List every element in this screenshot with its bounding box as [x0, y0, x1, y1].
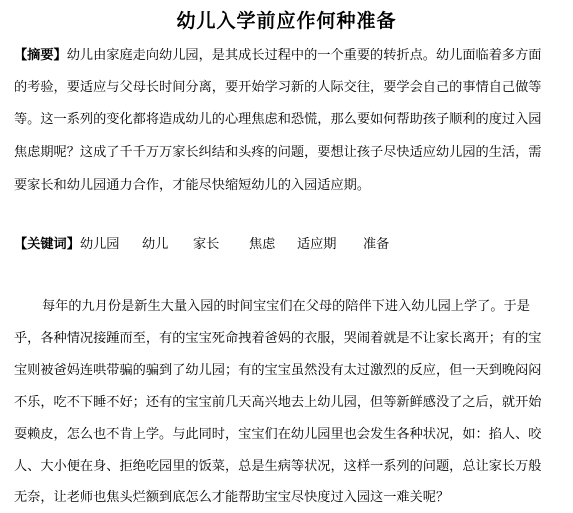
body-line-5: 耍赖皮，怎么也不肯上学。与此同时，宝宝们在幼儿园里也会发生各种状况，如：掐人、咬: [14, 427, 542, 442]
abstract-line-2: 的考验，要适应与父母长时间分离，要开始学习新的人际交往，要学会自己的事情自己做等: [14, 80, 542, 95]
body-line-7: 无奈，让老师也焦头烂额到底怎么才能帮助宝宝尽快度过入园这一难关呢？: [14, 490, 450, 505]
keyword: 准备: [362, 237, 390, 252]
abstract-text-1: 幼儿由家庭走向幼儿园，是其成长过程中的一个重要的转折点。幼儿面临着多方面: [66, 48, 542, 63]
abstract-line-1: [14, 46, 566, 65]
body-line-3: 宝则被爸妈连哄带骗的骗到了幼儿园；有的宝宝虽然没有太过激烈的反应，但一天到晚闷闷: [14, 363, 542, 378]
body-line-2: 乎，各种情况接踵而至，有的宝宝死命拽着爸妈的衣服，哭闹着就是不让家长离开；有的宝: [14, 331, 542, 346]
abstract-line-4: 焦虑期呢？这成了千千万万家长纠结和头疼的问题，要想让孩子尽快适应幼儿园的生活，需: [14, 145, 542, 160]
keyword: 焦虑: [248, 237, 276, 252]
document-title: 幼儿入学前应作何种准备: [176, 10, 397, 32]
abstract-label: 【摘要】: [14, 48, 67, 63]
body-line-1: 每年的九月份是新生大量入园的时间宝宝们在父母的陪伴下进入幼儿园上学了。于是: [42, 299, 530, 314]
keyword: 幼儿: [141, 237, 169, 252]
keyword: 幼儿园: [79, 237, 120, 252]
abstract-line-5: 要家长和幼儿园通力合作，才能尽快缩短幼儿的入园适应期。: [14, 178, 371, 193]
body-line-6: 人、大小便在身、拒绝吃园里的饭菜，总是生病等状况，这样一系列的问题，总让家长万般: [14, 459, 542, 474]
keywords-label: 【关键词】: [14, 237, 80, 252]
body-line-4: 不乐，吃不下睡不好；还有的宝宝前几天高兴地去上幼儿园，但等新鲜感没了之后，就开始: [14, 395, 542, 410]
keywords-line: [14, 235, 566, 254]
abstract-line-3: 等。这一系列的变化都将造成幼儿的心理焦虑和恐慌，那么要如何帮助孩子顺利的度过入园: [14, 112, 542, 127]
keyword: 适应期: [296, 237, 337, 252]
keyword: 家长: [192, 237, 220, 252]
